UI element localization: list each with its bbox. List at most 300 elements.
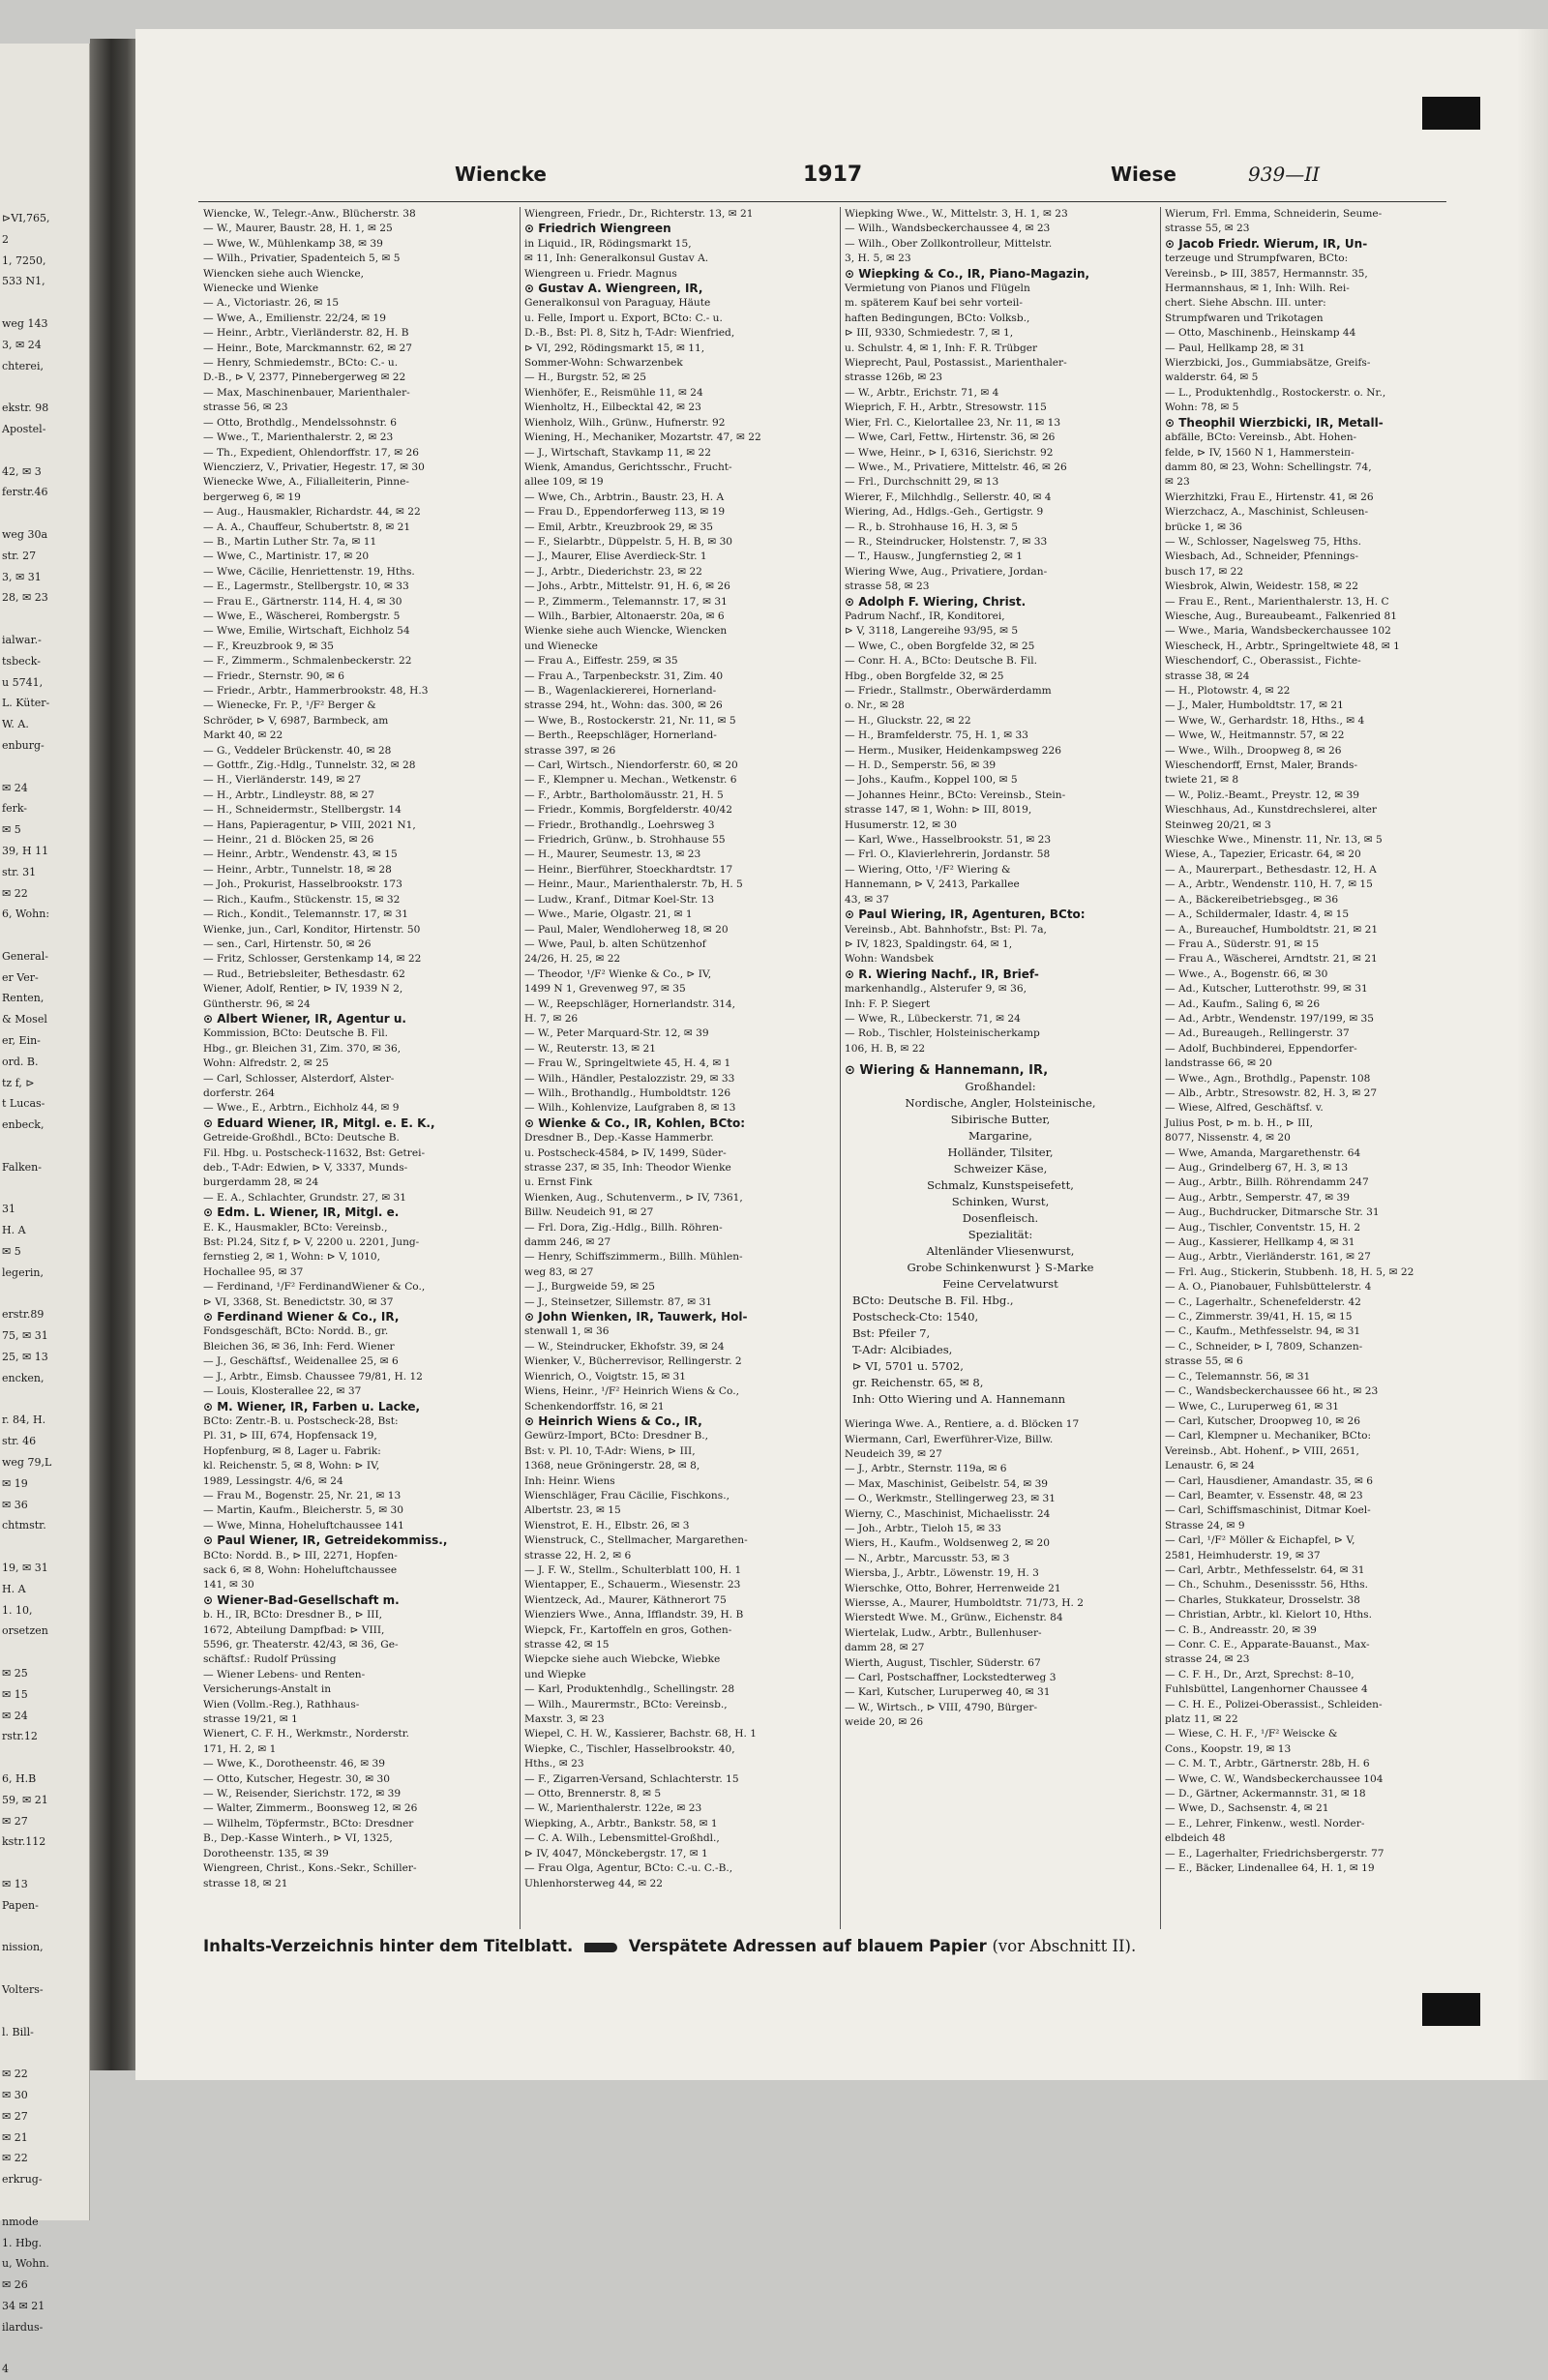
directory-entry: — B., Wagenlackiererei, Hornerland-: [524, 685, 717, 697]
directory-entry: — Friedrich, Grünw., b. Strohhause 55: [524, 834, 726, 847]
pointing-hand-icon: [584, 1943, 617, 1952]
directory-entry: strasse 42, ✉ 15: [524, 1639, 610, 1651]
ad-detail: Postscheck-Cto: 1540,: [852, 1310, 979, 1324]
directory-entry: ⊙ Albert Wiener, IR, Agentur u.: [203, 1011, 406, 1026]
previous-page-line: ✉ 24: [2, 1709, 28, 1722]
directory-entry: Wienstrot, E. H., Elbstr. 26, ✉ 3: [524, 1519, 690, 1532]
previous-page-line: ✉ 21: [2, 2130, 28, 2144]
directory-entry: — C., Schneider, ⊳ I, 7809, Schanzen-: [1165, 1340, 1363, 1353]
directory-entry: strasse 58, ✉ 23: [845, 580, 930, 593]
directory-entry: ✉ 23: [1165, 476, 1190, 489]
directory-entry: ⊙ M. Wiener, IR, Farben u. Lacke,: [203, 1399, 421, 1413]
directory-entry: — H., Arbtr., Lindleystr. 88, ✉ 27: [203, 788, 374, 801]
directory-entry: — Wilh., Maurermstr., BCto: Vereinsb.,: [524, 1698, 728, 1711]
previous-page-line: L. Küter-: [2, 697, 50, 710]
directory-entry: Gewürz-Import, BCto: Dresdner B.,: [524, 1430, 709, 1443]
directory-entry: Hopfenburg, ✉ 8, Lager u. Fabrik:: [203, 1444, 381, 1457]
directory-entry: 24/26, H. 25, ✉ 22: [524, 953, 621, 966]
previous-page-line: [0, 2042, 89, 2064]
directory-entry: haften Bedingungen, BCto: Volksb.,: [845, 312, 1030, 324]
previous-page-line: [0, 1917, 89, 1938]
directory-entry: D.-B., Bst: Pl. 8, Sitz h, T-Adr: Wienfried,: [524, 327, 735, 340]
footer-index-note: Inhalts-Verzeichnis hinter dem Titelblatt.: [203, 1937, 574, 1955]
directory-entry: — Ad., Kaufm., Saling 6, ✉ 26: [1165, 997, 1321, 1010]
directory-entry: — H., Maurer, Seumestr. 13, ✉ 23: [524, 848, 701, 861]
directory-entry: Wienken, Aug., Schutenverm., ⊳ IV, 7361,: [524, 1191, 743, 1204]
directory-entry: Vermietung von Pianos und Flügeln: [845, 283, 1030, 295]
directory-entry: damm 246, ✉ 27: [524, 1236, 611, 1249]
directory-entry: — H., Gluckstr. 22, ✉ 22: [845, 714, 971, 727]
previous-page-line: 1, 7250,: [2, 253, 46, 267]
directory-entry: Wiese, A., Tapezier, Ericastr. 64, ✉ 20: [1165, 848, 1361, 861]
directory-entry: — Wwe., Wilh., Droopweg 8, ✉ 26: [1165, 744, 1342, 757]
directory-entry: Wiengreen u. Friedr. Magnus: [524, 267, 677, 280]
directory-entry: Bst: Pl.24, Sitz f, ⊳ V, 2200 u. 2201, Jung-: [203, 1236, 420, 1249]
directory-entry: H. 7, ✉ 26: [524, 1012, 579, 1025]
previous-page-line: Papen-: [2, 1898, 39, 1912]
directory-entry: — Wiese, C. H. F., ¹/F² Weiscke &: [1165, 1728, 1338, 1740]
directory-entry: — Friedr., Kommis, Borgfelderstr. 40/42: [524, 804, 733, 817]
directory-entry: Wienrich, O., Voigtstr. 15, ✉ 31: [524, 1370, 687, 1383]
directory-entry: ⊳ IV, 4047, Mönckebergstr. 17, ✉ 1: [524, 1847, 708, 1859]
directory-entry: — Wwe, Cäcilie, Henriettenstr. 19, Hths.: [203, 565, 415, 578]
directory-entry: Wieringa Wwe. A., Rentiere, a. d. Blöcken 17: [845, 1418, 1080, 1431]
directory-entry: ⊙ Paul Wiering, IR, Agenturen, BCto:: [845, 907, 1086, 922]
directory-entry: — Otto, Maschinenb., Heinskamp 44: [1165, 327, 1356, 340]
directory-entry: — Wilh., Ober Zollkontrolleur, Mittelstr.: [845, 237, 1053, 250]
directory-entry: Wier, Frl. C., Kielortallee 23, Nr. 11, ✉ 13: [845, 416, 1061, 429]
directory-entry: — Wilh., Barbier, Altonaerstr. 20a, ✉ 6: [524, 610, 725, 622]
directory-entry: — Wienecke, Fr. P., ¹/F² Berger &: [203, 699, 376, 712]
directory-entry: Wienecke und Wienke: [203, 283, 319, 295]
directory-entry: ⊙ Edm. L. Wiener, IR, Mitgl. e.: [203, 1205, 400, 1220]
directory-entry: — J., Arbtr., Diederichstr. 23, ✉ 22: [524, 565, 702, 578]
previous-page-line: orsetzen: [2, 1624, 48, 1638]
directory-entry: — Frl. O., Klavierlehrerin, Jordanstr. 58: [845, 848, 1051, 861]
directory-entry: Wien (Vollm.-Reg.), Rathhaus-: [203, 1698, 360, 1711]
directory-entry: — Ad., Kutscher, Lutterothstr. 99, ✉ 31: [1165, 983, 1368, 996]
directory-entry: — N., Arbtr., Marcusstr. 53, ✉ 3: [845, 1552, 1010, 1564]
directory-entry: — W., Peter Marquard-Str. 12, ✉ 39: [524, 1027, 709, 1040]
directory-entry: Wiepcke siehe auch Wiebcke, Wiebke: [524, 1653, 721, 1666]
directory-entry: Wieprich, F. H., Arbtr., Stresowstr. 115: [845, 402, 1047, 414]
directory-entry: — Heinr., Arbtr., Vierländerstr. 82, H. B: [203, 327, 409, 340]
directory-entry: Wienstruck, C., Stellmacher, Margarethen-: [524, 1534, 748, 1547]
directory-entry: — Hans, Papieragentur, ⊳ VIII, 2021 N1,: [203, 818, 416, 831]
directory-entry: Uhlenhorsterweg 44, ✉ 22: [524, 1877, 663, 1889]
directory-entry: — Wilh., Wandsbeckerchaussee 4, ✉ 23: [845, 223, 1051, 235]
directory-entry: Wienschläger, Frau Cäcilie, Fischkons.,: [524, 1489, 729, 1502]
directory-entry: — J., Maurer, Elise Averdieck-Str. 1: [524, 550, 707, 563]
directory-entry: — C. F. H., Dr., Arzt, Sprechst: 8–10,: [1165, 1668, 1354, 1681]
directory-entry: — J., Arbtr., Sternstr. 119a, ✉ 6: [845, 1463, 1007, 1475]
directory-entry: — Wwe, D., Sachsenstr. 4, ✉ 21: [1165, 1802, 1329, 1815]
directory-entry: Wienziers Wwe., Anna, Ifflandstr. 39, H. B: [524, 1609, 744, 1621]
previous-page-line: 1. 10,: [2, 1603, 33, 1617]
directory-entry: — Frau A., Süderstr. 91, ✉ 15: [1165, 937, 1320, 950]
previous-page-line: ✉ 25: [2, 1666, 28, 1680]
directory-entry: Strumpfwaren und Trikotagen: [1165, 312, 1324, 324]
directory-entry: — Th., Expedient, Ohlendorffstr. 17, ✉ 26: [203, 446, 419, 459]
directory-entry: Inh: F. P. Siegert: [845, 997, 931, 1010]
directory-entry: — Johs., Kaufm., Koppel 100, ✉ 5: [845, 774, 1018, 787]
ad-contact-details: [845, 1293, 1156, 1408]
directory-entry: Maxstr. 3, ✉ 23: [524, 1713, 605, 1726]
directory-entry: — Aug., Arbtr., Billh. Röhrendamm 247: [1165, 1176, 1369, 1189]
directory-entry: Wienk, Amandus, Gerichtsschr., Frucht-: [524, 461, 732, 473]
directory-entry: — Frau Olga, Agentur, BCto: C.-u. C.-B.,: [524, 1862, 733, 1875]
directory-entry: — Heinr., Arbtr., Wendenstr. 43, ✉ 15: [203, 848, 398, 861]
directory-entry: 2581, Heimhuderstr. 19, ✉ 37: [1165, 1549, 1321, 1562]
directory-entry: Wienhöfer, E., Reismühle 11, ✉ 24: [524, 386, 703, 399]
directory-entry: Wiering Wwe, Aug., Privatiere, Jordan-: [845, 565, 1048, 578]
directory-entry: ⊙ Ferdinand Wiener & Co., IR,: [203, 1310, 400, 1324]
directory-entry: strasse 147, ✉ 1, Wohn: ⊳ III, 8019,: [845, 804, 1032, 817]
directory-entry: — Otto, Kutscher, Hegestr. 30, ✉ 30: [203, 1772, 390, 1785]
directory-entry: — Friedr., Sternstr. 90, ✉ 6: [203, 669, 345, 682]
previous-page-line: ilardus-: [2, 2320, 44, 2334]
column-3-tail-entries: [845, 1417, 1156, 1731]
wiering-hannemann-advertisement: [845, 1062, 1156, 1408]
previous-page-line: H. A: [2, 1224, 26, 1237]
directory-entry: 3, H. 5, ✉ 23: [845, 253, 911, 265]
previous-page-line: ✉ 19: [2, 1476, 28, 1490]
directory-entry: — Ch., Schuhm., Desenissstr. 56, Hths.: [1165, 1579, 1369, 1592]
directory-entry: u. Ernst Fink: [524, 1176, 593, 1189]
directory-entry: damm 80, ✉ 23, Wohn: Schellingstr. 74,: [1165, 461, 1372, 473]
directory-entry: — F., Kreuzbrook 9, ✉ 35: [203, 640, 335, 652]
directory-entry: Markt 40, ✉ 22: [203, 729, 283, 742]
previous-page-line: ✉ 27: [2, 2109, 28, 2123]
previous-page-line: ✉ 26: [2, 2278, 28, 2292]
directory-entry: schäftsf.: Rudolf Prüssing: [203, 1653, 337, 1666]
previous-page-line: nmode: [2, 2215, 39, 2228]
directory-entry: Albertstr. 23, ✉ 15: [524, 1504, 621, 1517]
directory-entry: Wieschhaus, Ad., Kunstdrechslerei, alter: [1165, 804, 1377, 817]
directory-entry: — Aug., Kassierer, Hellkamp 4, ✉ 31: [1165, 1236, 1355, 1249]
previous-page-line: ⊳VI,765,: [2, 212, 50, 224]
directory-entry: Wierzchacz, A., Maschinist, Schleusen-: [1165, 506, 1369, 519]
directory-entry: Wiepck, Fr., Kartoffeln en gros, Gothen-: [524, 1623, 732, 1636]
directory-entry: Wierny, C., Maschinist, Michaelisstr. 24: [845, 1507, 1051, 1520]
ad-line: Nordische, Angler, Holsteinische,: [905, 1096, 1096, 1111]
directory-entry: — E., Bäcker, Lindenallee 64, H. 1, ✉ 19: [1165, 1862, 1375, 1875]
directory-entry: — F., Sielarbtr., Düppelstr. 5, H. B, ✉ 30: [524, 535, 733, 548]
previous-page-line: Apostel-: [2, 422, 46, 435]
directory-entry: — Carl, Kutscher, Droopweg 10, ✉ 26: [1165, 1414, 1360, 1427]
previous-page-line: ✉ 5: [2, 1245, 21, 1259]
ad-detail: BCto: Deutsche B. Fil. Hbg.,: [852, 1294, 1014, 1308]
page-edge: [1517, 29, 1548, 2080]
directory-entry: chert. Siehe Abschn. III. unter:: [1165, 297, 1326, 310]
previous-page-line: ✉ 27: [2, 1814, 28, 1828]
directory-entry: bergerweg 6, ✉ 19: [203, 491, 301, 503]
directory-entry: Wohn: Wandsbek: [845, 953, 934, 966]
directory-entry: burgerdamm 28, ✉ 24: [203, 1176, 319, 1189]
previous-page-line: er Ver-: [2, 970, 39, 984]
header-year: 1917: [803, 163, 863, 187]
directory-entry: Wienert, C. F. H., Werkmstr., Norderstr.: [203, 1728, 410, 1740]
directory-entry: — Wwe, C., Luruperweg 61, ✉ 31: [1165, 1400, 1340, 1413]
directory-entry: ✉ 11, Inh: Generalkonsul Gustav A.: [524, 253, 709, 265]
directory-entry: Dresdner B., Dep.-Kasse Hammerbr.: [524, 1132, 714, 1145]
footer-section-note: (vor Abschnitt II).: [992, 1937, 1137, 1955]
directory-entry: strasse 397, ✉ 26: [524, 744, 616, 757]
directory-entry: — W., Arbtr., Erichstr. 71, ✉ 4: [845, 386, 999, 399]
previous-page-line: er, Ein-: [2, 1034, 41, 1048]
directory-entry: — Aug., Arbtr., Vierländerstr. 161, ✉ 27: [1165, 1251, 1371, 1264]
directory-entry: — Carl, Wirtsch., Niendorferstr. 60, ✉ 20: [524, 759, 738, 772]
column-divider: [520, 207, 521, 1929]
directory-entry: — D., Gärtner, Ackermannstr. 31, ✉ 18: [1165, 1788, 1366, 1800]
directory-entry: ⊳ VI, 292, Rödingsmarkt 15, ✉ 11,: [524, 342, 705, 354]
directory-entry: — Wwe, W., Mühlenkamp 38, ✉ 39: [203, 237, 383, 250]
directory-entry: — Frau A., Wäscherei, Arndtstr. 21, ✉ 21: [1165, 953, 1378, 966]
previous-page-line: [0, 503, 89, 524]
directory-entry: — Heinr., Bierführer, Stoeckhardtstr. 17: [524, 863, 733, 876]
previous-page-line: ✉ 5: [2, 823, 21, 837]
directory-entry: Hannemann, ⊳ V, 2413, Parkallee: [845, 878, 1020, 891]
directory-entry: Wierum, Frl. Emma, Schneiderin, Seume-: [1165, 208, 1383, 220]
directory-entry: — Theodor, ¹/F² Wienke & Co., ⊳ IV,: [524, 967, 712, 980]
directory-entry: ⊳ IV, 1823, Spaldingstr. 64, ✉ 1,: [845, 937, 1013, 950]
directory-entry: ⊳ VI, 3368, St. Benedictstr. 30, ✉ 37: [203, 1295, 394, 1308]
directory-entry: Wiencke, W., Telegr.-Anw., Blücherstr. 38: [203, 208, 416, 220]
directory-entry: — Carl, Klempner u. Mechaniker, BCto:: [1165, 1430, 1372, 1443]
directory-entry: strasse 19/21, ✉ 1: [203, 1713, 298, 1726]
directory-entry: — Wwe, R., Lübeckerstr. 71, ✉ 24: [845, 1012, 1021, 1025]
directory-entry: Wiens, Heinr., ¹/F² Heinrich Wiens & Co.,: [524, 1385, 739, 1398]
directory-entry: Pl. 31, ⊳ III, 674, Hopfensack 19,: [203, 1430, 377, 1443]
previous-page-line: 39, H 11: [2, 844, 49, 857]
directory-entry: Julius Post, ⊳ m. b. H., ⊳ III,: [1165, 1116, 1314, 1129]
directory-entry: Wieschke Wwe., Minenstr. 11, Nr. 13, ✉ 5: [1165, 834, 1383, 847]
directory-entry: — Christian, Arbtr., kl. Kielort 10, Hths.: [1165, 1609, 1372, 1621]
directory-entry: — Karl, Produktenhdlg., Schellingstr. 28: [524, 1683, 735, 1696]
header-page-number: 939—II: [1248, 163, 1320, 186]
previous-page-line: [0, 1178, 89, 1200]
directory-entry: — Heinr., 21 d. Blöcken 25, ✉ 26: [203, 834, 374, 847]
ad-detail: gr. Reichenstr. 65, ✉ 8,: [852, 1376, 984, 1390]
directory-entry: Wiengreen, Christ., Kons.-Sekr., Schiller-: [203, 1862, 417, 1875]
ad-line: Schinken, Wurst,: [951, 1195, 1050, 1209]
directory-entry: — Aug., Grindelberg 67, H. 3, ✉ 13: [1165, 1162, 1349, 1174]
directory-entry: ⊙ Friedrich Wiengreen: [524, 222, 671, 236]
directory-entry: — R., b. Strohhause 16, H. 3, ✉ 5: [845, 521, 1019, 533]
directory-entry: — Wwe., Marie, Olgastr. 21, ✉ 1: [524, 908, 693, 921]
directory-entry: strasse 18, ✉ 21: [203, 1877, 288, 1889]
directory-entry: — Henry, Schmiedemstr., BCto: C.- u.: [203, 357, 399, 370]
directory-entry: Wiermann, Carl, Ewerführer-Vize, Billw.: [845, 1433, 1054, 1445]
directory-entry: Wienholz, Wilh., Grünw., Hufnerstr. 92: [524, 416, 726, 429]
previous-page-line: nission,: [2, 1941, 44, 1954]
directory-entry: — Gottfr., Zig.-Hdlg., Tunnelstr. 32, ✉ 28: [203, 759, 416, 772]
column-divider: [840, 207, 841, 1929]
directory-entry: twiete 21, ✉ 8: [1165, 774, 1239, 787]
directory-entry: — H., Bramfelderstr. 75, H. 1, ✉ 33: [845, 729, 1028, 742]
directory-entry: — C. M. T., Arbtr., Gärtnerstr. 28b, H. 6: [1165, 1758, 1370, 1770]
directory-entry: — Carl, Hausdiener, Amandastr. 35, ✉ 6: [1165, 1474, 1374, 1487]
directory-entry: landstrasse 66, ✉ 20: [1165, 1057, 1272, 1070]
ad-line: Sibirische Butter,: [950, 1113, 1051, 1127]
directory-entry: — Wilh., Privatier, Spadenteich 5, ✉ 5: [203, 253, 401, 265]
directory-entry: E. K., Hausmakler, BCto: Vereinsb.,: [203, 1221, 388, 1234]
directory-entry: — Joh., Prokurist, Hasselbrookstr. 173: [203, 878, 402, 891]
directory-entry: — Berth., Reepschläger, Hornerland-: [524, 729, 717, 742]
previous-page-line: 3, ✉ 24: [2, 338, 42, 351]
ad-line: Dosenfleisch.: [962, 1211, 1039, 1226]
directory-entry: — Rich., Kondit., Telemannstr. 17, ✉ 31: [203, 908, 408, 921]
directory-entry: — Max, Maschinist, Geibelstr. 54, ✉ 39: [845, 1477, 1049, 1490]
directory-entry: Wierth, August, Tischler, Süderstr. 67: [845, 1656, 1041, 1669]
directory-entry: Padrum Nachf., IR, Konditorei,: [845, 610, 1005, 622]
directory-column-1: [203, 207, 515, 1891]
previous-page-line: chtmstr.: [2, 1519, 46, 1532]
previous-page-line: [0, 1284, 89, 1305]
registration-mark: [1422, 1993, 1480, 2026]
previous-page-line: 6, Wohn:: [2, 907, 50, 921]
previous-page-line: enburg-: [2, 738, 45, 752]
directory-entry: ⊳ III, 9330, Schmiedestr. 7, ✉ 1,: [845, 327, 1014, 340]
directory-entry: Wieschendorf, C., Oberassist., Fichte-: [1165, 655, 1361, 668]
directory-entry: — Ferdinand, ¹/F² FerdinandWiener & Co.,: [203, 1281, 426, 1294]
ad-line: Großhandel:: [965, 1080, 1036, 1094]
ad-line: Altenländer Vliesenwurst,: [926, 1244, 1075, 1259]
directory-entry: Inh: Heinr. Wiens: [524, 1474, 615, 1487]
directory-entry: — Alb., Arbtr., Stresowstr. 82, H. 3, ✉ 27: [1165, 1086, 1378, 1099]
header-first-name: Wiencke: [455, 163, 547, 186]
directory-entry: Wierzhitzki, Frau E., Hirtenstr. 41, ✉ 26: [1165, 491, 1374, 503]
directory-entry: — Frl. Aug., Stickerin, Stubbenh. 18, H. 5, ✉ 22: [1165, 1265, 1414, 1278]
directory-entry: — E., Lehrer, Finkenw., westl. Norder-: [1165, 1817, 1365, 1830]
previous-page-line: [0, 925, 89, 946]
directory-entry: Wiertelak, Ludw., Arbtr., Bullenhuser-: [845, 1626, 1042, 1639]
directory-entry: BCto: Zentr.-B. u. Postscheck-28, Bst:: [203, 1414, 399, 1427]
directory-entry: — J., Wirtschaft, Stavkamp 11, ✉ 22: [524, 446, 712, 459]
ad-detail: Bst: Pfeiler 7,: [852, 1326, 931, 1341]
directory-entry: ⊙ Adolph F. Wiering, Christ.: [845, 594, 1027, 609]
directory-entry: Wienke, jun., Carl, Konditor, Hirtenstr. 50: [203, 923, 421, 936]
previous-page-line: kstr.112: [2, 1835, 46, 1849]
directory-entry: damm 28, ✉ 27: [845, 1642, 925, 1654]
directory-entry: — Rob., Tischler, Holsteinischerkamp: [845, 1027, 1040, 1040]
directory-entry: — Frl., Durchschnitt 29, ✉ 13: [845, 476, 999, 489]
directory-entry: felde, ⊳ IV, 1560 N 1, Hammersteiп-: [1165, 446, 1354, 459]
ad-detail: T-Adr: Alcibiades,: [852, 1343, 953, 1357]
previous-page-line: str. 46: [2, 1435, 37, 1448]
directory-entry: — Charles, Stukkateur, Drosselstr. 38: [1165, 1593, 1360, 1606]
directory-entry: — Frau E., Gärtnerstr. 114, H. 4, ✉ 30: [203, 595, 402, 608]
directory-entry: Wieprecht, Paul, Postassist., Marienthaler-: [845, 357, 1067, 370]
ad-detail: ⊳ VI, 5701 u. 5702,: [852, 1359, 964, 1374]
previous-page-line: 28, ✉ 23: [2, 591, 48, 605]
previous-page-line: 42, ✉ 3: [2, 464, 42, 478]
directory-entry: u. Postscheck-4584, ⊳ IV, 1499, Süder-: [524, 1146, 727, 1159]
directory-entry: — F., Arbtr., Bartholomäusstr. 21, H. 5: [524, 788, 724, 801]
directory-entry: Wiesche, Aug., Bureaubeamt., Falkenried 81: [1165, 610, 1397, 622]
directory-entry: — E. A., Schlachter, Grundstr. 27, ✉ 31: [203, 1191, 407, 1204]
ad-line: Grobe Schinkenwurst } S-Marke: [907, 1261, 1094, 1275]
directory-entry: Wiesbrok, Alwin, Weidestr. 158, ✉ 22: [1165, 580, 1358, 593]
directory-entry: Wienke siehe auch Wiencke, Wiencken: [524, 625, 728, 638]
column-divider: [1160, 207, 1161, 1929]
directory-entry: — Wwe, W., Gerhardstr. 18, Hths., ✉ 4: [1165, 714, 1365, 727]
previous-page-line: ✉ 22: [2, 886, 28, 900]
directory-entry: — Wwe, Minna, Hoheluftchaussee 141: [203, 1519, 404, 1532]
directory-entry: ⊙ Gustav A. Wiengreen, IR,: [524, 282, 703, 296]
directory-entry: — Karl, Kutscher, Luruperweg 40, ✉ 31: [845, 1686, 1051, 1699]
directory-entry: — T., Hausw., Jungfernstieg 2, ✉ 1: [845, 550, 1024, 563]
previous-page-line: ialwar.-: [2, 633, 42, 646]
directory-entry: — Wiering, Otto, ¹/F² Wiering &: [845, 863, 1011, 876]
directory-entry: Wientapper, E., Schauerm., Wiesenstr. 23: [524, 1579, 741, 1592]
directory-entry: — Louis, Klosterallee 22, ✉ 37: [203, 1385, 362, 1398]
directory-entry: Wiepking Wwe., W., Mittelstr. 3, H. 1, ✉ 23: [845, 208, 1068, 220]
directory-entry: Wierer, F., Milchhdlg., Sellerstr. 40, ✉ 4: [845, 491, 1052, 503]
previous-page-line: weg 79,L: [2, 1456, 52, 1470]
directory-entry: Strasse 24, ✉ 9: [1165, 1519, 1245, 1532]
directory-entry: BCto: Nordd. B., ⊳ III, 2271, Hopfen-: [203, 1549, 398, 1562]
directory-entry: — sen., Carl, Hirtenstr. 50, ✉ 26: [203, 937, 372, 950]
directory-entry: ⊙ Wiener-Bad-Gesellschaft m.: [203, 1592, 400, 1607]
directory-entry: ⊙ Jacob Friedr. Wierum, IR, Un-: [1165, 236, 1368, 251]
directory-entry: strasse 294, ht., Wohn: das. 300, ✉ 26: [524, 699, 723, 712]
directory-entry: — J., Steinsetzer, Sillemstr. 87, ✉ 31: [524, 1295, 712, 1308]
directory-entry: — Carl, ¹/F² Möller & Eichapfel, ⊳ V,: [1165, 1534, 1355, 1547]
directory-entry: b. H., IR, BCto: Dresdner B., ⊳ III,: [203, 1609, 383, 1621]
directory-entry: in Liquid., IR, Rödingsmarkt 15,: [524, 237, 692, 250]
directory-entry: kl. Reichenstr. 5, ✉ 8, Wohn: ⊳ IV,: [203, 1460, 380, 1473]
directory-entry: Wiesbach, Ad., Schneider, Pfennings-: [1165, 550, 1359, 563]
directory-entry: 171, H. 2, ✉ 1: [203, 1742, 277, 1755]
ad-line: Schmalz, Kunstspeisefett,: [927, 1178, 1074, 1193]
directory-entry: — Max, Maschinenbauer, Marienthaler-: [203, 386, 410, 399]
directory-entry: Hermannshaus, ✉ 1, Inh: Wilh. Rei-: [1165, 283, 1350, 295]
previous-page-line: weg 30a: [2, 527, 48, 541]
directory-entry: Steinweg 20/21, ✉ 3: [1165, 818, 1271, 831]
directory-entry: Wiening, H., Mechaniker, Mozartstr. 47, ✉ 22: [524, 431, 761, 444]
previous-page-line: ferk-: [2, 802, 28, 816]
directory-entry: — Heinr., Maur., Marienthalerstr. 7b, H. 5: [524, 878, 743, 891]
directory-entry: — Wwe., E., Arbtrn., Eichholz 44, ✉ 9: [203, 1102, 400, 1115]
directory-entry: — J. F. W., Stellm., Schulterblatt 100, H. 1: [524, 1563, 742, 1576]
directory-entry: Wiener, Adolf, Rentier, ⊳ IV, 1939 N 2,: [203, 983, 403, 996]
previous-page-line: t Lucas-: [2, 1097, 45, 1111]
directory-entry: — Heinr., Bote, Marckmannstr. 62, ✉ 27: [203, 342, 412, 354]
previous-page-line: 3, ✉ 31: [2, 570, 42, 583]
directory-entry: — H. D., Semperstr. 56, ✉ 39: [845, 759, 997, 772]
directory-entry: und Wiepke: [524, 1668, 586, 1681]
directory-entry: Wiersba, J., Arbtr., Löwenstr. 19, H. 3: [845, 1567, 1039, 1580]
directory-entry: — Karl, Wwe., Hasselbrookstr. 51, ✉ 23: [845, 834, 1052, 847]
previous-page-line: ekstr. 98: [2, 402, 49, 415]
directory-entry: — Wilh., Kohlenvize, Laufgraben 8, ✉ 13: [524, 1102, 736, 1115]
directory-entry: — Joh., Arbtr., Tieloh 15, ✉ 33: [845, 1523, 1001, 1534]
directory-entry: 5596, gr. Theaterstr. 42/43, ✉ 36, Ge-: [203, 1639, 399, 1651]
directory-entry: Lenaustr. 6, ✉ 24: [1165, 1460, 1255, 1473]
previous-page-line: weg 143: [2, 316, 48, 330]
directory-entry: 1499 N 1, Grevenweg 97, ✉ 35: [524, 983, 686, 996]
previous-page-line: str. 27: [2, 549, 37, 562]
directory-entry: — J., Burgweide 59, ✉ 25: [524, 1281, 656, 1294]
directory-entry: Fuhlsbüttel, Langenhorner Chaussee 4: [1165, 1683, 1368, 1696]
directory-entry: Hbg., gr. Bleichen 31, Zim. 370, ✉ 36,: [203, 1042, 402, 1055]
directory-entry: Vereinsb., Abt. Hohenf., ⊳ VIII, 2651,: [1165, 1444, 1359, 1457]
directory-entry: Hochallee 95, ✉ 37: [203, 1265, 304, 1278]
directory-entry: Wiepking, A., Arbtr., Bankstr. 58, ✉ 1: [524, 1817, 718, 1830]
directory-entry: — Wilhelm, Töpfermstr., BCto: Dresdner: [203, 1817, 414, 1830]
ad-line: Feine Cervelatwurst: [942, 1277, 1058, 1292]
